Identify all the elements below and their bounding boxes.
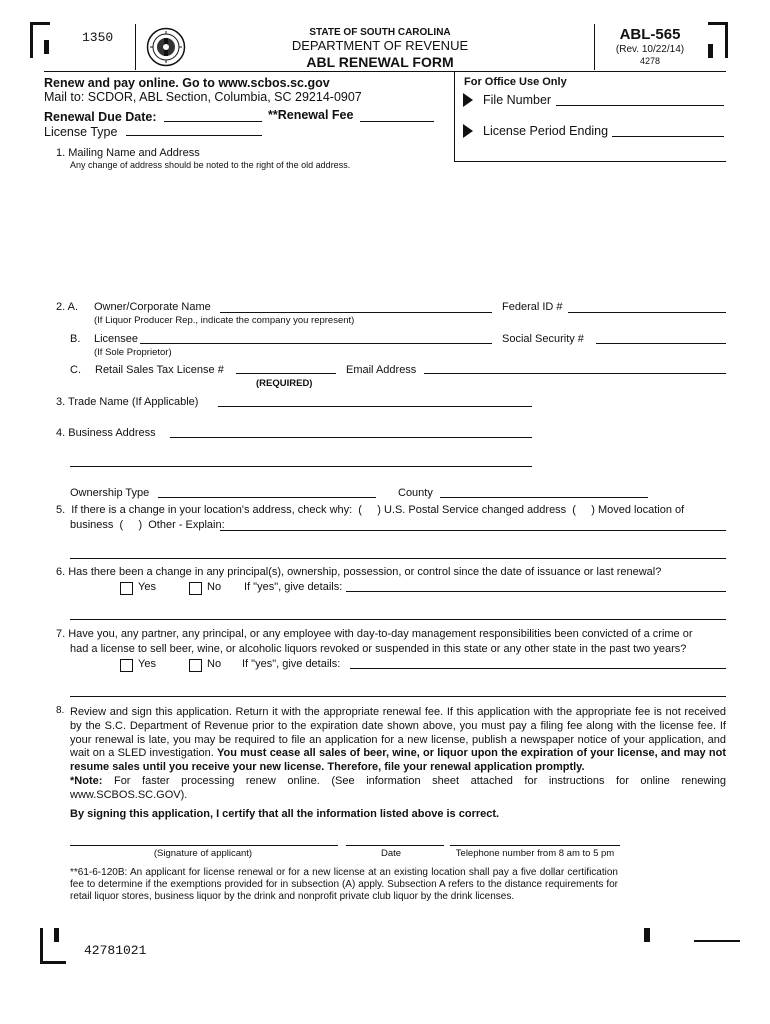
conviction-no-checkbox[interactable] <box>189 659 202 672</box>
owner-name-label: Owner/Corporate Name <box>94 301 211 313</box>
signature-field[interactable] <box>70 845 338 846</box>
licensee-field[interactable] <box>140 343 492 344</box>
telephone-caption: Telephone number from 8 am to 5 pm <box>455 848 615 859</box>
mailing-address-area[interactable] <box>70 175 450 290</box>
file-number-field[interactable] <box>556 105 724 106</box>
header-divider-right <box>594 24 595 70</box>
registration-line-bottom-right <box>694 940 740 942</box>
retail-tax-label: Retail Sales Tax License # <box>95 364 224 376</box>
ownership-type-field[interactable] <box>158 497 376 498</box>
ownership-change-details-field[interactable] <box>346 591 726 592</box>
renewal-due-field[interactable] <box>164 121 262 122</box>
ownership-change-details-label: If "yes", give details: <box>244 581 343 593</box>
license-type-field[interactable] <box>126 135 262 136</box>
ownership-change-yes-checkbox[interactable] <box>120 582 133 595</box>
date-caption: Date <box>380 848 402 859</box>
ssn-label: Social Security # <box>502 333 584 345</box>
section8-note-label: *Note: <box>70 774 103 787</box>
section8-instructions <box>70 706 726 803</box>
conviction-no-label: No <box>207 658 222 670</box>
telephone-field[interactable] <box>450 845 620 846</box>
federal-id-field[interactable] <box>568 312 726 313</box>
address-change-reason: 5. If there is a change in your location's address, check why: ( ) U.S. Postal Service changed address ( ) Moved location of <box>56 504 685 516</box>
form-top-code: 1350 <box>82 30 114 45</box>
signature-caption: (Signature of applicant) <box>153 848 253 859</box>
agency-department: DEPARTMENT OF REVENUE <box>291 38 469 53</box>
registration-mark-top-right <box>704 22 728 58</box>
header-divider-left <box>135 24 136 70</box>
registration-mark-top-left <box>30 22 60 58</box>
retail-tax-field[interactable] <box>236 373 336 374</box>
licensee-note: (If Sole Proprietor) <box>94 347 172 358</box>
file-number-arrow-icon <box>463 93 473 107</box>
conviction-details-field[interactable] <box>350 668 726 669</box>
business-address-label: 4. Business Address <box>56 427 156 439</box>
form-number: ABL-565 <box>619 26 681 43</box>
renewal-due-label: Renewal Due Date: <box>44 110 157 124</box>
office-use-bottom <box>454 161 726 162</box>
renewal-fee-label: **Renewal Fee <box>268 108 354 122</box>
owner-name-field[interactable] <box>220 312 492 313</box>
email-label: Email Address <box>346 364 417 376</box>
trade-name-label: 3. Trade Name (If Applicable) <box>56 396 199 408</box>
business-address-field-2[interactable] <box>70 466 532 467</box>
ownership-change-no-label: No <box>207 581 222 593</box>
mailing-name-label: 1. Mailing Name and Address <box>56 147 200 159</box>
registration-mark-bottom-right <box>644 928 650 942</box>
section8-bold-warning: You must cease all sales of beer, wine, or liquor upon the expiration of your license, and may not resume sales until you receive your new license. Therefore, file your renewal application promptly. <box>70 747 726 774</box>
license-period-field[interactable] <box>612 136 724 137</box>
form-title: ABL RENEWAL FORM <box>306 54 454 70</box>
ownership-change-details-field-2[interactable] <box>70 619 726 620</box>
email-field[interactable] <box>424 373 726 374</box>
ssn-field[interactable] <box>596 343 726 344</box>
state-seal-icon <box>146 27 186 67</box>
county-label: County <box>398 487 433 499</box>
other-explain-field-2[interactable] <box>70 558 726 559</box>
county-field[interactable] <box>440 497 648 498</box>
ownership-change-yes-label: Yes <box>138 581 156 593</box>
section2-b-number: B. <box>70 333 81 345</box>
office-use-border <box>454 72 455 162</box>
trade-name-field[interactable] <box>218 406 532 407</box>
form-code: 4278 <box>639 56 661 66</box>
header-rule <box>44 71 726 72</box>
renew-online-text: Renew and pay online. Go to www.scbos.sc.gov <box>44 76 330 90</box>
other-explain-field[interactable] <box>220 530 726 531</box>
file-number-label: File Number <box>483 93 552 107</box>
licensee-label: Licensee <box>94 333 139 345</box>
date-field[interactable] <box>346 845 444 846</box>
footnote: **61-6-120B: An applicant for license renewal or for a new license at an existing location shall pay a five dollar certification fee to determine if the exemptions provided for in subsection (A) apply. Subsection A refers to the distance requirements for retail liquor stores, business liquor by the drink and nonprofit private club liquor by the drink licenses. <box>70 867 618 903</box>
owner-name-note: (If Liquor Producer Rep., indicate the company you represent) <box>94 315 355 326</box>
registration-mark-bottom-left <box>40 928 68 964</box>
conviction-yes-label: Yes <box>138 658 156 670</box>
certify-statement: By signing this application, I certify that all the information listed above is correct. <box>70 808 500 820</box>
conviction-question-line1: 7. Have you, any partner, any principal, or any employee with day-to-day management responsibilities been convicted of a crime or <box>56 628 693 640</box>
ownership-change-question: 6. Has there been a change in any principal(s), ownership, possession, or control since the date of issuance or last renewal? <box>56 566 662 578</box>
section2-a-number: 2. A. <box>56 301 79 313</box>
section2-c-number: C. <box>70 364 81 376</box>
conviction-question-line2: had a license to sell beer, wine, or alcoholic liquors revoked or suspended in this state or any other state in the past two years? <box>70 643 687 655</box>
address-change-note: Any change of address should be noted to the right of the old address. <box>70 160 351 170</box>
license-type-label: License Type <box>44 125 118 139</box>
business-address-field-1[interactable] <box>170 437 532 438</box>
conviction-details-field-2[interactable] <box>70 696 726 697</box>
other-explain-label: business ( ) Other - Explain: <box>70 519 225 531</box>
federal-id-label: Federal ID # <box>502 301 563 313</box>
office-use-title: For Office Use Only <box>464 76 567 88</box>
ownership-type-label: Ownership Type <box>70 487 150 499</box>
section8-number: 8. <box>56 705 65 716</box>
conviction-yes-checkbox[interactable] <box>120 659 133 672</box>
renewal-fee-field[interactable] <box>360 121 434 122</box>
ownership-change-no-checkbox[interactable] <box>189 582 202 595</box>
agency-state: STATE OF SOUTH CAROLINA <box>309 27 451 38</box>
license-period-label: License Period Ending <box>483 124 609 138</box>
section8-note-text: For faster processing renew online. (See information sheet attached for instructions for online renewing www.SCBOS.SC.GOV). <box>70 774 726 801</box>
conviction-details-label: If "yes", give details: <box>242 658 341 670</box>
mail-to-text: Mail to: SCDOR, ABL Section, Columbia, SC 29214-0907 <box>44 90 362 104</box>
retail-tax-required-note: (REQUIRED) <box>256 378 313 389</box>
form-bottom-code: 42781021 <box>84 943 147 958</box>
license-period-arrow-icon <box>463 124 473 138</box>
form-revision: (Rev. 10/22/14) <box>615 44 685 55</box>
section8-text: Review and sign this application. Return it with the appropriate renewal fee. If this application with the appropriate fee is not received by the S.C. Department of Revenue prior to the expiration date shown above, you must pay a filing fee along with the license fee. If your renewal is late, you may be required to file an application for a new license, publish a newspaper notice of your application, and wait on a SLED investigation. <box>70 706 726 760</box>
